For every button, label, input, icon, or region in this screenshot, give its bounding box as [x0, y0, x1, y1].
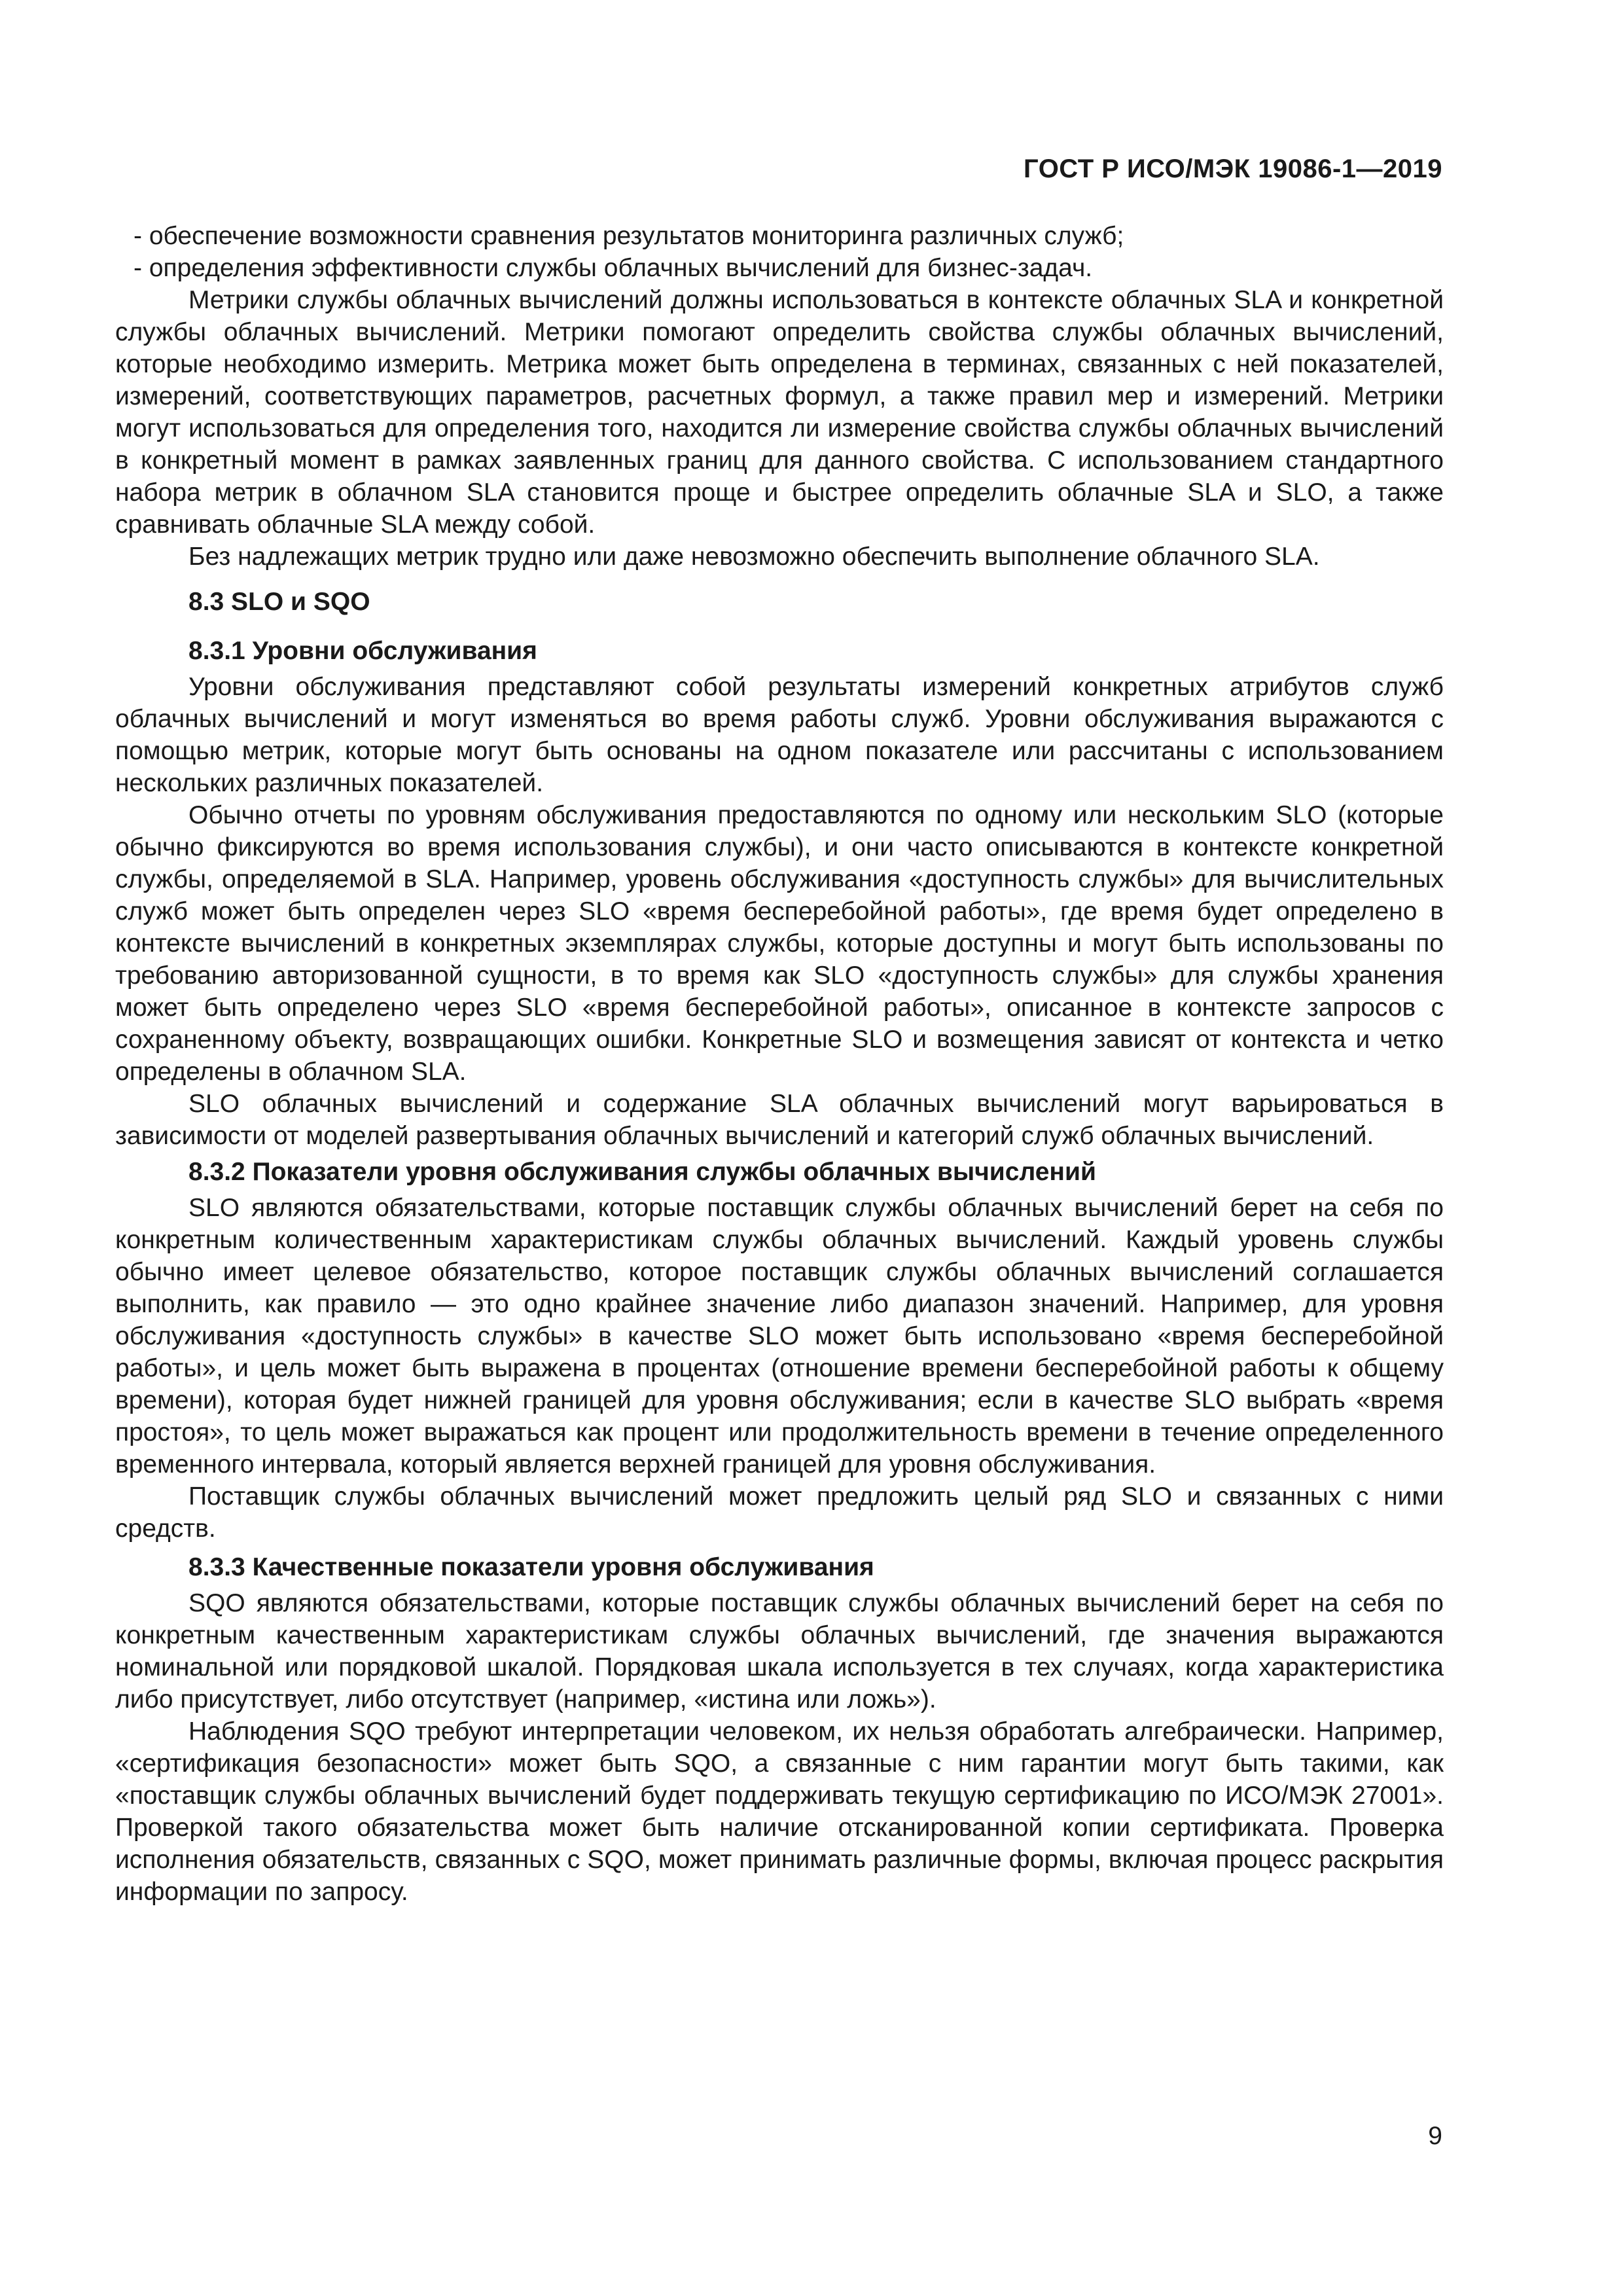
paragraph: Обычно отчеты по уровням обслуживания предоставляются по одному или нескольким SLO (которые обычно фиксируются во время использования службы), и они часто описываются в контексте конкретной службы, определяемой в SLA. Например, уровень обслуживания «доступность службы» для вычислительных служб может быть определен через SLO «время бесперебойной работы», где время будет определено в контексте вычислений в конкретных экземплярах службы, которые доступны и могут быть использованы по требованию авторизованной сущности, в то время как SLO «доступность службы» для службы хранения может быть определено через SLO «время бесперебойной работы», описанное в контексте запросов с сохраненному объекту, возвращающих ошибки. Конкретные SLO и возмещения зависят от контекста и четко определены в облачном SLA.: [115, 801, 1444, 1086]
list-item: - определения эффективности службы облачных вычислений для бизнес-задач.: [134, 254, 1093, 282]
page-number: 9: [1428, 2122, 1442, 2150]
paragraph: SQO являются обязательствами, которые поставщик службы облачных вычислений берет на себя по конкретным качественным характеристикам службы облачных вычислений, где значения выражаются номинальной или порядковой шкалой. Порядковая шкала используется в тех случаях, когда характеристика либо присутствует, либо отсутствует (например, «истина или ложь»).: [115, 1589, 1444, 1713]
paragraph: Наблюдения SQO требуют интерпретации человеком, их нельзя обработать алгебраически. Например, «сертификация безопасности» может быть SQO, а связанные с ним гарантии могут быть такими, как «поставщик службы облачных вычислений будет поддерживать текущую сертификацию по ИСО/МЭК 27001». Проверкой такого обязательства может быть наличие отсканированной копии сертификата. Проверка исполнения обязательств, связанных с SQO, может принимать различные формы, включая процесс раскрытия информации по запросу.: [115, 1717, 1444, 1906]
paragraph: SLO облачных вычислений и содержание SLA облачных вычислений могут варьироваться в зависимости от моделей развертывания облачных вычислений и категорий служб облачных вычислений.: [115, 1090, 1444, 1150]
document-body: [115, 220, 1444, 1908]
section-heading-8-3: 8.3 SLO и SQO: [188, 588, 370, 616]
section-heading-8-3-2: 8.3.2 Показатели уровня обслуживания службы облачных вычислений: [188, 1158, 1096, 1186]
standard-id-header: ГОСТ Р ИСО/МЭК 19086-1—2019: [1024, 154, 1442, 183]
list-item: - обеспечение возможности сравнения результатов мониторинга различных служб;: [134, 222, 1124, 250]
paragraph: Уровни обслуживания представляют собой результаты измерений конкретных атрибутов служб облачных вычислений и могут изменяться во время работы служб. Уровни обслуживания выражаются с помощью метрик, которые могут быть основаны на одном показателе или рассчитаны с использованием нескольких различных показателей.: [115, 673, 1444, 797]
paragraph: Поставщик службы облачных вычислений может предложить целый ряд SLO и связанных с ними средств.: [115, 1482, 1444, 1543]
section-heading-8-3-1: 8.3.1 Уровни обслуживания: [188, 637, 537, 665]
paragraph: Метрики службы облачных вычислений должны использоваться в контексте облачных SLA и конкретной службы облачных вычислений. Метрики помогают определить свойства службы облачных вычислений, которые необходимо измерить. Метрика может быть определена в терминах, связанных с ней показателей, измерений, соответствующих параметров, расчетных формул, а также правил мер и измерений. Метрики могут использоваться для определения того, находится ли измерение свойства службы облачных вычислений в конкретный момент в рамках заявленных границ для данного свойства. С использованием стандартного набора метрик в облачном SLA становится проще и быстрее определить облачные SLA и SLO, а также сравнивать облачные SLA между собой.: [115, 286, 1444, 539]
section-heading-8-3-3: 8.3.3 Качественные показатели уровня обслуживания: [188, 1553, 874, 1581]
paragraph: Без надлежащих метрик трудно или даже невозможно обеспечить выполнение облачного SLA.: [188, 543, 1320, 571]
paragraph: SLO являются обязательствами, которые поставщик службы облачных вычислений берет на себя по конкретным количественным характеристикам службы облачных вычислений. Каждый уровень службы обычно имеет целевое обязательство, которое поставщик службы облачных вычислений соглашается выполнить, как правило — это одно крайнее значение либо диапазон значений. Например, для уровня обслуживания «доступность службы» в качестве SLO может быть использовано «время бесперебойной работы», и цель может быть выражена в процентах (отношение времени бесперебойной работы к общему времени), которая будет нижней границей для уровня обслуживания; если в качестве SLO выбрать «время простоя», то цель может выражаться как процент или продолжительность времени в течение определенного временного интервала, который является верхней границей для уровня обслуживания.: [115, 1194, 1444, 1479]
